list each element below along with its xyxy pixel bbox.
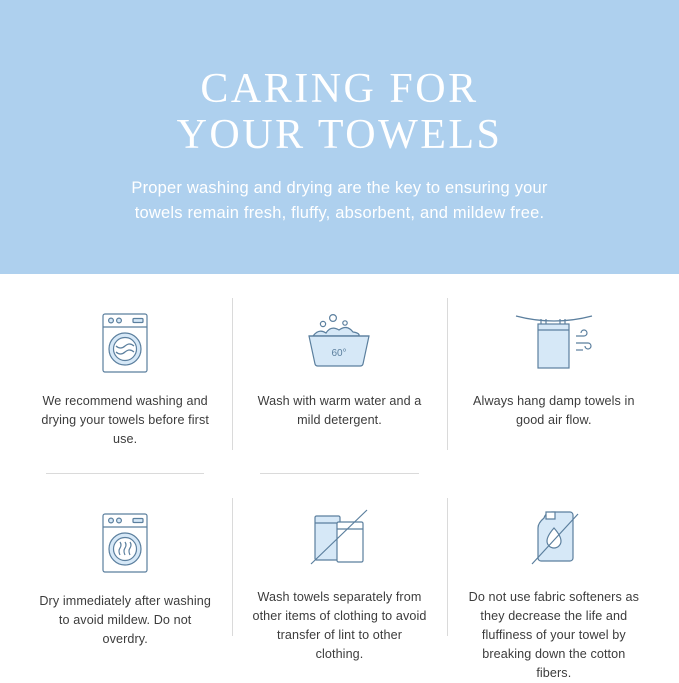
tips-grid — [0, 274, 679, 680]
tip-card-1 — [18, 274, 232, 474]
page-title-line-1: CARING FOR — [200, 66, 479, 112]
tip-caption-1: We recommend washing and drying your towels before first use. — [41, 394, 209, 446]
tip-caption-6: Do not use fabric softeners as they decrease the life and fluffiness of your towel by breaking down the cotton fibers. — [468, 590, 639, 680]
tip-card-2 — [232, 274, 446, 474]
page-title — [177, 66, 503, 158]
separate-towels-clothing-icon — [293, 504, 385, 574]
washing-machine-icon — [92, 304, 158, 378]
tip-caption-3: Always hang damp towels in good air flow. — [473, 394, 635, 427]
page-subtitle: Proper washing and drying are the key to ensuring your towels remain fresh, fluffy, absorbent, and mildew free. — [131, 179, 548, 222]
no-fabric-softener-icon — [508, 504, 600, 574]
tip-caption-4: Dry immediately after washing to avoid mildew. Do not overdry. — [39, 594, 211, 646]
page-title-line-2: YOUR TOWELS — [176, 112, 503, 158]
tip-card-4 — [18, 474, 232, 660]
hero-banner — [0, 0, 679, 274]
tip-card-6 — [447, 474, 661, 680]
tip-caption-5: Wash towels separately from other items of clothing to avoid transfer of lint to other clothing. — [252, 590, 427, 661]
tip-card-3 — [447, 274, 661, 474]
tumble-dryer-icon — [92, 504, 158, 578]
wash-basin-warm-water-icon — [293, 304, 385, 378]
wash-temperature-label: 60° — [331, 348, 348, 359]
tip-caption-2: Wash with warm water and a mild detergent. — [257, 394, 422, 427]
tip-card-5 — [232, 474, 446, 660]
hanging-towel-airflow-icon — [508, 304, 600, 378]
